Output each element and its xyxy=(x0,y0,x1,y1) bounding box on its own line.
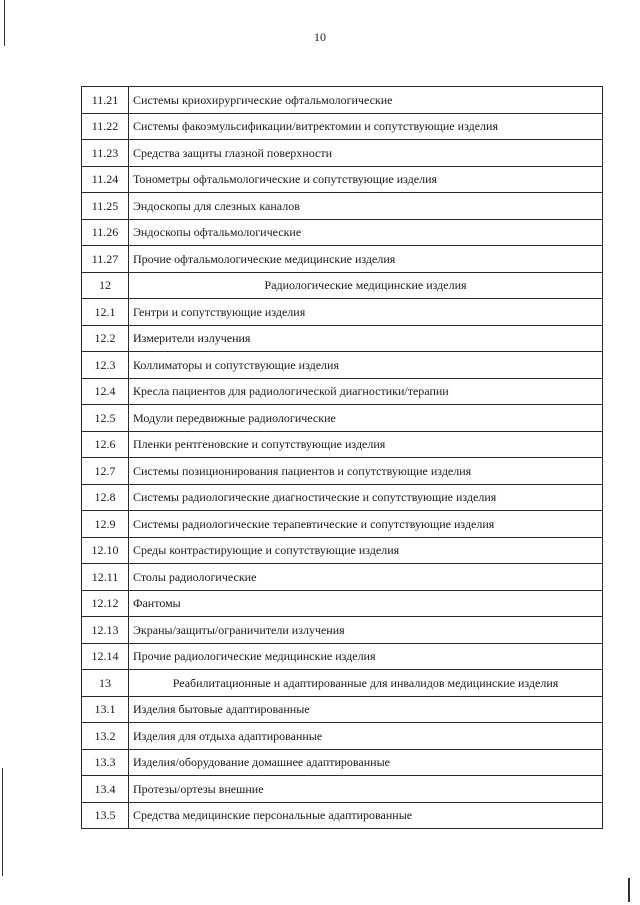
table-row xyxy=(82,723,603,750)
table-row xyxy=(82,113,603,140)
scan-margin-mark-right xyxy=(628,878,630,902)
row-number: 12.1 xyxy=(82,299,129,326)
row-number: 13.1 xyxy=(82,696,129,723)
table-row xyxy=(82,431,603,458)
row-number: 12.10 xyxy=(82,537,129,564)
table-row xyxy=(82,458,603,485)
section-title: Реабилитационные и адаптированные для инвалидов медицинские изделия xyxy=(129,670,603,697)
row-number: 13.2 xyxy=(82,723,129,750)
row-number: 12.3 xyxy=(82,352,129,379)
row-label: Системы криохирургические офтальмологические xyxy=(129,87,603,114)
table-row xyxy=(82,696,603,723)
row-label: Кресла пациентов для радиологической диагностики/терапии xyxy=(129,378,603,405)
row-number: 11.27 xyxy=(82,246,129,273)
row-label: Эндоскопы офтальмологические xyxy=(129,219,603,246)
row-number: 13 xyxy=(82,670,129,697)
row-number: 12.9 xyxy=(82,511,129,538)
row-label: Системы позиционирования пациентов и сопутствующие изделия xyxy=(129,458,603,485)
row-label: Изделия/оборудование домашнее адаптированные xyxy=(129,749,603,776)
section-row xyxy=(82,670,603,697)
row-number: 13.4 xyxy=(82,776,129,803)
row-number: 11.23 xyxy=(82,140,129,167)
row-label: Гентри и сопутствующие изделия xyxy=(129,299,603,326)
table-row xyxy=(82,405,603,432)
section-row xyxy=(82,272,603,299)
row-number: 12.11 xyxy=(82,564,129,591)
row-label: Прочие радиологические медицинские изделия xyxy=(129,643,603,670)
row-label: Экраны/защиты/ограничители излучения xyxy=(129,617,603,644)
row-label: Модули передвижные радиологические xyxy=(129,405,603,432)
row-label: Изделия для отдыха адаптированные xyxy=(129,723,603,750)
row-label: Системы факоэмульсификации/витректомии и сопутствующие изделия xyxy=(129,113,603,140)
row-number: 12.2 xyxy=(82,325,129,352)
row-label: Прочие офтальмологические медицинские изделия xyxy=(129,246,603,273)
table-row xyxy=(82,590,603,617)
row-number: 11.26 xyxy=(82,219,129,246)
row-label: Столы радиологические xyxy=(129,564,603,591)
row-label: Средства защиты глазной поверхности xyxy=(129,140,603,167)
table-row xyxy=(82,749,603,776)
row-number: 12.12 xyxy=(82,590,129,617)
row-label: Среды контрастирующие и сопутствующие изделия xyxy=(129,537,603,564)
row-number: 11.22 xyxy=(82,113,129,140)
row-number: 12.7 xyxy=(82,458,129,485)
table-row xyxy=(82,193,603,220)
row-number: 11.25 xyxy=(82,193,129,220)
row-number: 12.14 xyxy=(82,643,129,670)
row-number: 12 xyxy=(82,272,129,299)
row-number: 13.5 xyxy=(82,802,129,829)
device-category-table xyxy=(81,86,603,829)
table-row xyxy=(82,140,603,167)
row-label: Пленки рентгеновские и сопутствующие изделия xyxy=(129,431,603,458)
row-number: 12.13 xyxy=(82,617,129,644)
table-row xyxy=(82,484,603,511)
row-label: Средства медицинские персональные адаптированные xyxy=(129,802,603,829)
row-label: Фантомы xyxy=(129,590,603,617)
row-label: Тонометры офтальмологические и сопутствующие изделия xyxy=(129,166,603,193)
scan-margin-line-bottom xyxy=(2,768,3,876)
table-row xyxy=(82,87,603,114)
table-row xyxy=(82,325,603,352)
table-row xyxy=(82,511,603,538)
row-label: Изделия бытовые адаптированные xyxy=(129,696,603,723)
row-number: 11.21 xyxy=(82,87,129,114)
table-row xyxy=(82,776,603,803)
table-row xyxy=(82,219,603,246)
table-row xyxy=(82,166,603,193)
row-label: Системы радиологические диагностические и сопутствующие изделия xyxy=(129,484,603,511)
table-row xyxy=(82,617,603,644)
row-label: Системы радиологические терапевтические и сопутствующие изделия xyxy=(129,511,603,538)
row-number: 12.8 xyxy=(82,484,129,511)
section-title: Радиологические медицинские изделия xyxy=(129,272,603,299)
row-label: Измерители излучения xyxy=(129,325,603,352)
table-row xyxy=(82,537,603,564)
row-label: Коллиматоры и сопутствующие изделия xyxy=(129,352,603,379)
row-label: Эндоскопы для слезных каналов xyxy=(129,193,603,220)
table-row xyxy=(82,299,603,326)
row-number: 12.5 xyxy=(82,405,129,432)
row-number: 13.3 xyxy=(82,749,129,776)
table-row xyxy=(82,564,603,591)
row-label: Протезы/ортезы внешние xyxy=(129,776,603,803)
scan-margin-line-top xyxy=(4,0,5,46)
page-number: 10 xyxy=(314,30,326,44)
table-row xyxy=(82,802,603,829)
table-row xyxy=(82,352,603,379)
table-row xyxy=(82,246,603,273)
row-number: 12.6 xyxy=(82,431,129,458)
row-number: 12.4 xyxy=(82,378,129,405)
table-row xyxy=(82,378,603,405)
row-number: 11.24 xyxy=(82,166,129,193)
table-body xyxy=(82,87,603,829)
table-row xyxy=(82,643,603,670)
